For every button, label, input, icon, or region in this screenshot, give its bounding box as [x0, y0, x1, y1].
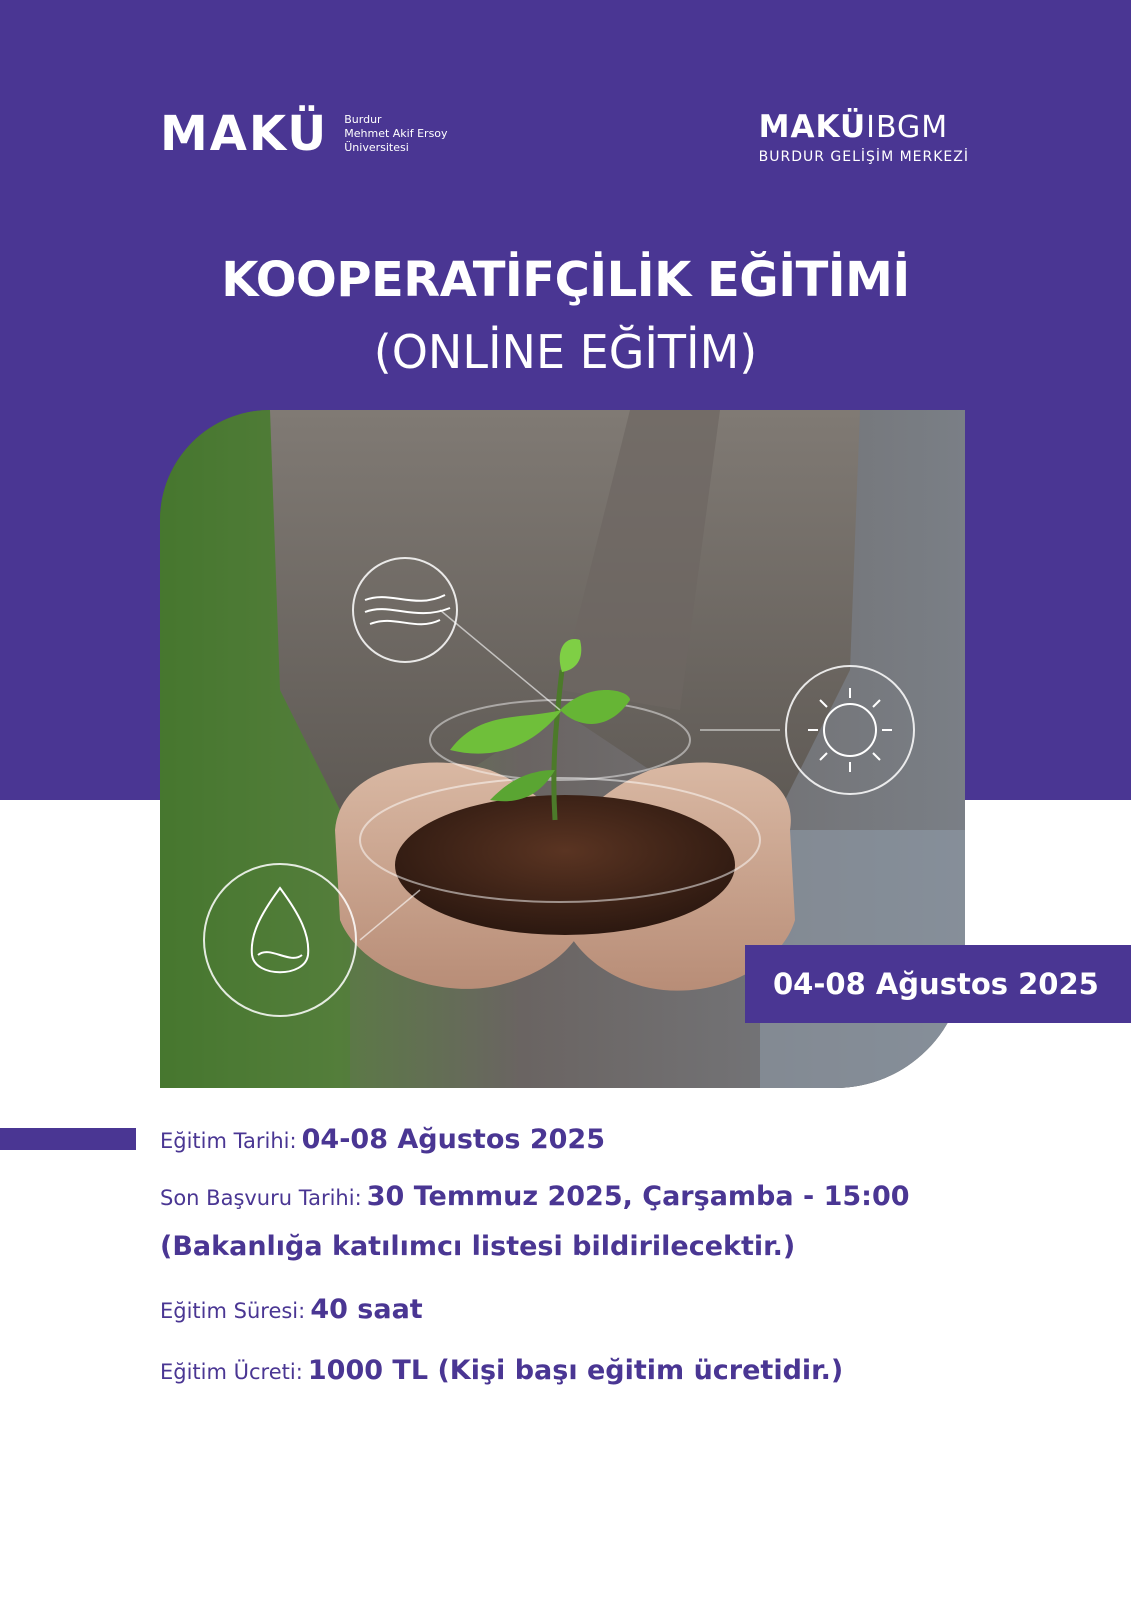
university-name: [344, 113, 447, 155]
page-subtitle: (ONLİNE EĞİTİM): [373, 325, 758, 379]
duration-label: Eğitim Süresi:: [160, 1299, 306, 1323]
deadline-label: Son Başvuru Tarihi:: [160, 1186, 362, 1210]
ibgm-suffix: IBGM: [866, 110, 949, 145]
deadline-value: 30 Temmuz 2025, Çarşamba - 15:00: [366, 1181, 910, 1212]
fee-value: 1000 TL (Kişi başı eğitim ücretidir.): [307, 1355, 844, 1386]
deadline-note: (Bakanlığa katılımcı listesi bildirilecektir.): [160, 1231, 796, 1262]
university-name-line1: Burdur: [344, 113, 382, 126]
ibgm-subtitle: BURDUR GELİŞİM MERKEZİ: [758, 149, 969, 165]
page-title: KOOPERATİFÇİLİK EĞİTİMİ: [221, 252, 910, 308]
fee-label: Eğitim Ücreti:: [160, 1360, 303, 1384]
training-date-label: Eğitim Tarihi:: [160, 1129, 297, 1153]
maku-ibgm-logo: [758, 109, 969, 165]
training-date-row: [160, 1124, 605, 1155]
deadline-note-row: [160, 1231, 795, 1262]
date-badge: 04-08 Ağustos 2025: [745, 945, 1131, 1023]
training-date-value: 04-08 Ağustos 2025: [301, 1124, 605, 1155]
fee-row: [160, 1355, 843, 1386]
university-name-line2: Mehmet Akif Ersoy: [344, 127, 448, 140]
deadline-row: [160, 1181, 910, 1212]
duration-value: 40 saat: [310, 1294, 423, 1325]
university-name-line3: Üniversitesi: [344, 141, 409, 154]
ibgm-wordmark: MAKÜ: [758, 109, 867, 145]
duration-row: [160, 1294, 423, 1325]
maku-wordmark: MAKÜ: [160, 106, 329, 162]
accent-bar: [0, 1128, 136, 1150]
maku-logo: [160, 106, 448, 162]
